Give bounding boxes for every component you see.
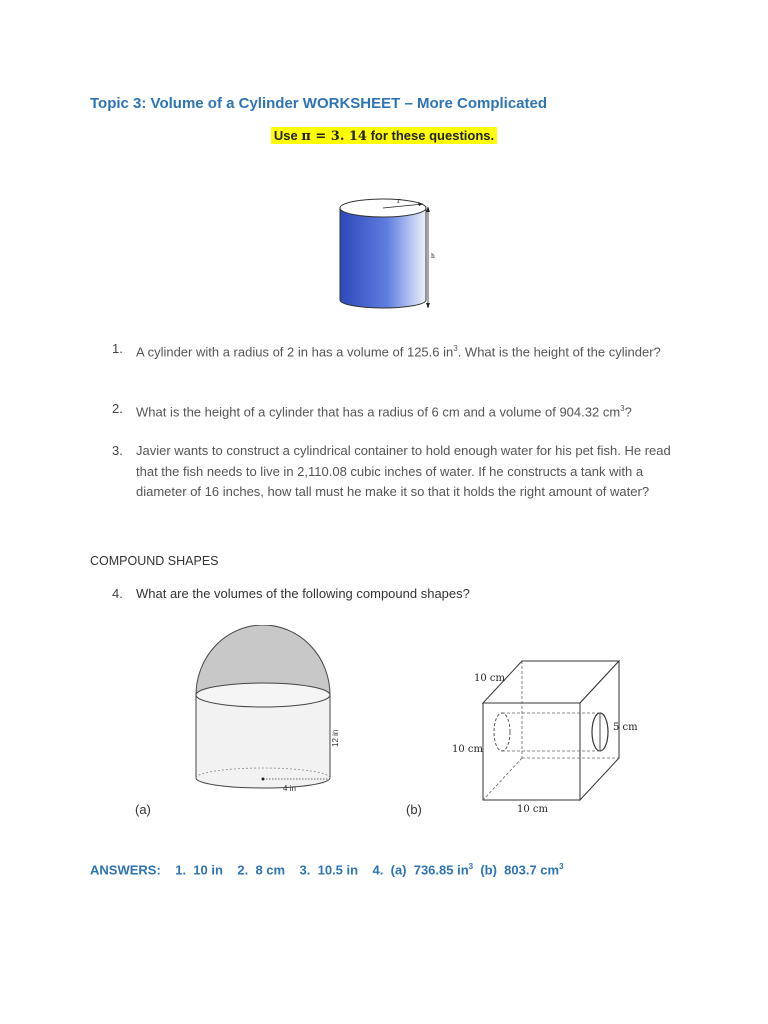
shape-b-label: (b) [406,802,422,817]
question-number: 4. [112,586,123,601]
compound-shape-a [190,625,350,800]
height-label-a: 12 in [331,729,340,747]
pi-value: π = 3. 14 [301,129,367,144]
cylinder-diagram [325,190,455,315]
pi-highlight [271,127,497,144]
superscript: 3 [453,344,458,353]
question-3 [112,441,682,503]
pi-pre: Use [273,128,302,143]
top-edge-label: 10 cm [474,673,505,684]
bottom-edge-label: 10 cm [517,804,548,815]
shape-a-label: (a) [135,802,151,817]
question-number: 2. [112,401,123,416]
question-text: What are the volumes of the following compound shapes? [136,586,470,601]
question-number: 1. [112,341,123,356]
question-text: . What is the height of the cylinder? [457,344,661,360]
superscript: 3 [620,404,625,413]
question-text: What is the height of a cylinder that has a radius of 6 cm and a volume of 904.32 cm [136,404,621,420]
superscript: 3 [468,862,474,871]
worksheet-title: Topic 3: Volume of a Cylinder WORKSHEET – More Complicated [90,95,548,112]
hole-diameter-label: 5 cm [613,722,638,733]
question-1 [112,339,682,363]
question-text: ? [624,404,632,420]
answer-4b: (b) 803.7 cm [480,862,560,878]
answers-line [90,862,564,877]
answers-label: ANSWERS: [90,862,161,878]
question-number: 3. [112,443,123,458]
question-text: A cylinder with a radius of 2 in has a volume of 125.6 in [136,344,454,360]
question-2 [112,399,682,423]
answer-4a: 4. (a) 736.85 in [372,862,469,878]
answer-2: 2. 8 cm [237,862,286,878]
answer-3: 3. 10.5 in [299,862,359,878]
height-label: h [431,253,435,260]
radius-label: r [397,197,401,205]
question-4 [112,584,682,605]
compound-shape-b [445,655,645,820]
side-edge-label: 10 cm [452,744,483,755]
answer-1: 1. 10 in [175,862,223,878]
question-text: Javier wants to construct a cylindrical container to hold enough water for his pet fish. He read that the fish needs to live in 2,110.08 cubic inches of water. If he constructs a tank with a diameter of 16 inches, how tall must he make it so that it holds the right amount of water? [136,443,671,499]
radius-label-a: 4 in [283,784,296,793]
pi-instruction [0,128,768,144]
superscript: 3 [559,862,564,871]
pi-post: for these questions. [366,128,495,143]
section-heading: COMPOUND SHAPES [90,554,219,568]
